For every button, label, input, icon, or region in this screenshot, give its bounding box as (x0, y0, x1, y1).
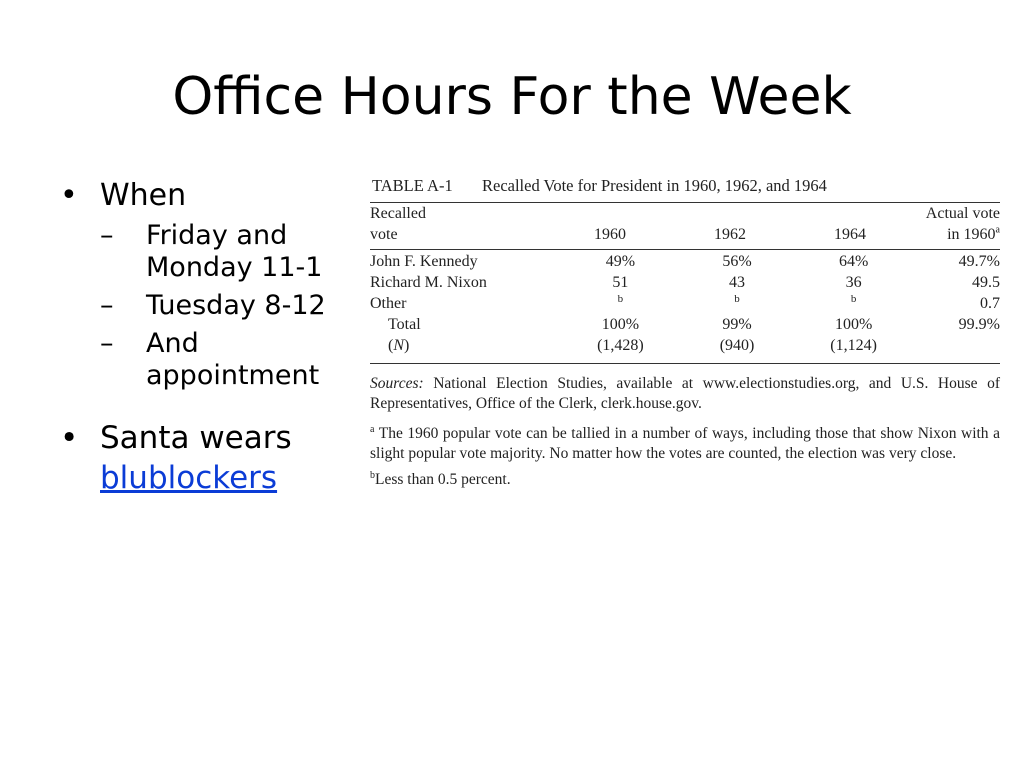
table-sources: Sources: National Election Studies, available at www.electionstudies.org, and U.S. House of Representatives, Office of the Clerk, clerk.house.gov. (370, 375, 1001, 412)
table-row: John F. Kennedy 49% 56% 64% 49.7% (370, 253, 1000, 270)
header-cell: Recalled (370, 205, 426, 222)
table-header-row (370, 203, 1000, 224)
bullet-when (58, 178, 358, 214)
bullet-dot-icon: • (60, 178, 78, 213)
table-row: Richard M. Nixon 51 43 36 49.5 (370, 274, 1000, 291)
table-footnote-a: $^a$ The 1960 popular vote can be tallied in a number of ways, including those that show Nixon with a slight popular vote majority. No matter how the votes are counted, the election was very close. (370, 423, 1000, 462)
header-cell: 1960 (594, 226, 626, 243)
header-cell: 1964 (834, 226, 866, 243)
table-title: Recalled Vote for President in 1960, 1962, and 1964 (482, 176, 827, 195)
dash-icon: – (100, 290, 114, 321)
dash-icon: – (100, 328, 114, 359)
blublockers-link[interactable]: blublockers (100, 460, 278, 496)
bullet-santa-label: Santa wears (100, 420, 292, 456)
bullet-list (58, 178, 358, 498)
sub-bullet-label: Tuesday 8-12 (146, 290, 326, 321)
table-bottom-rule (370, 363, 1000, 364)
table-row: Total 100% 99% 100% 99.9% (388, 316, 1000, 333)
header-cell: vote (370, 226, 398, 243)
table-row: (N) (1,428) (940) (1,124) (388, 337, 877, 354)
header-cell: in 1960$^a$ (947, 224, 1000, 243)
table-header-row (370, 224, 1000, 245)
bullet-dot-icon: • (60, 420, 79, 456)
vote-table (370, 203, 1000, 245)
slide-title: Office Hours For the Week (172, 67, 852, 127)
table-number: TABLE A-1 (372, 176, 453, 195)
table-row: Other $^b$ $^b$ $^b$ 0.7 (370, 292, 1000, 312)
sub-bullet-label: And appointment (146, 328, 320, 391)
table-footnote-b: $^b$Less than 0.5 percent. (370, 469, 511, 488)
sub-bullet-appointment (100, 328, 358, 392)
header-cell: Actual vote (925, 205, 1000, 222)
table-caption (372, 176, 1000, 196)
bullet-when-label: When (100, 178, 187, 213)
sub-bullet-label: Friday and Monday 11-1 (146, 220, 323, 283)
table-image (370, 176, 1000, 490)
sub-bullet-tuesday (100, 290, 358, 322)
dash-icon: – (100, 220, 114, 251)
sub-bullet-friday-monday (100, 220, 358, 284)
vote-table-body (370, 250, 1000, 355)
header-cell: 1962 (714, 226, 746, 243)
bullet-santa (58, 418, 358, 498)
